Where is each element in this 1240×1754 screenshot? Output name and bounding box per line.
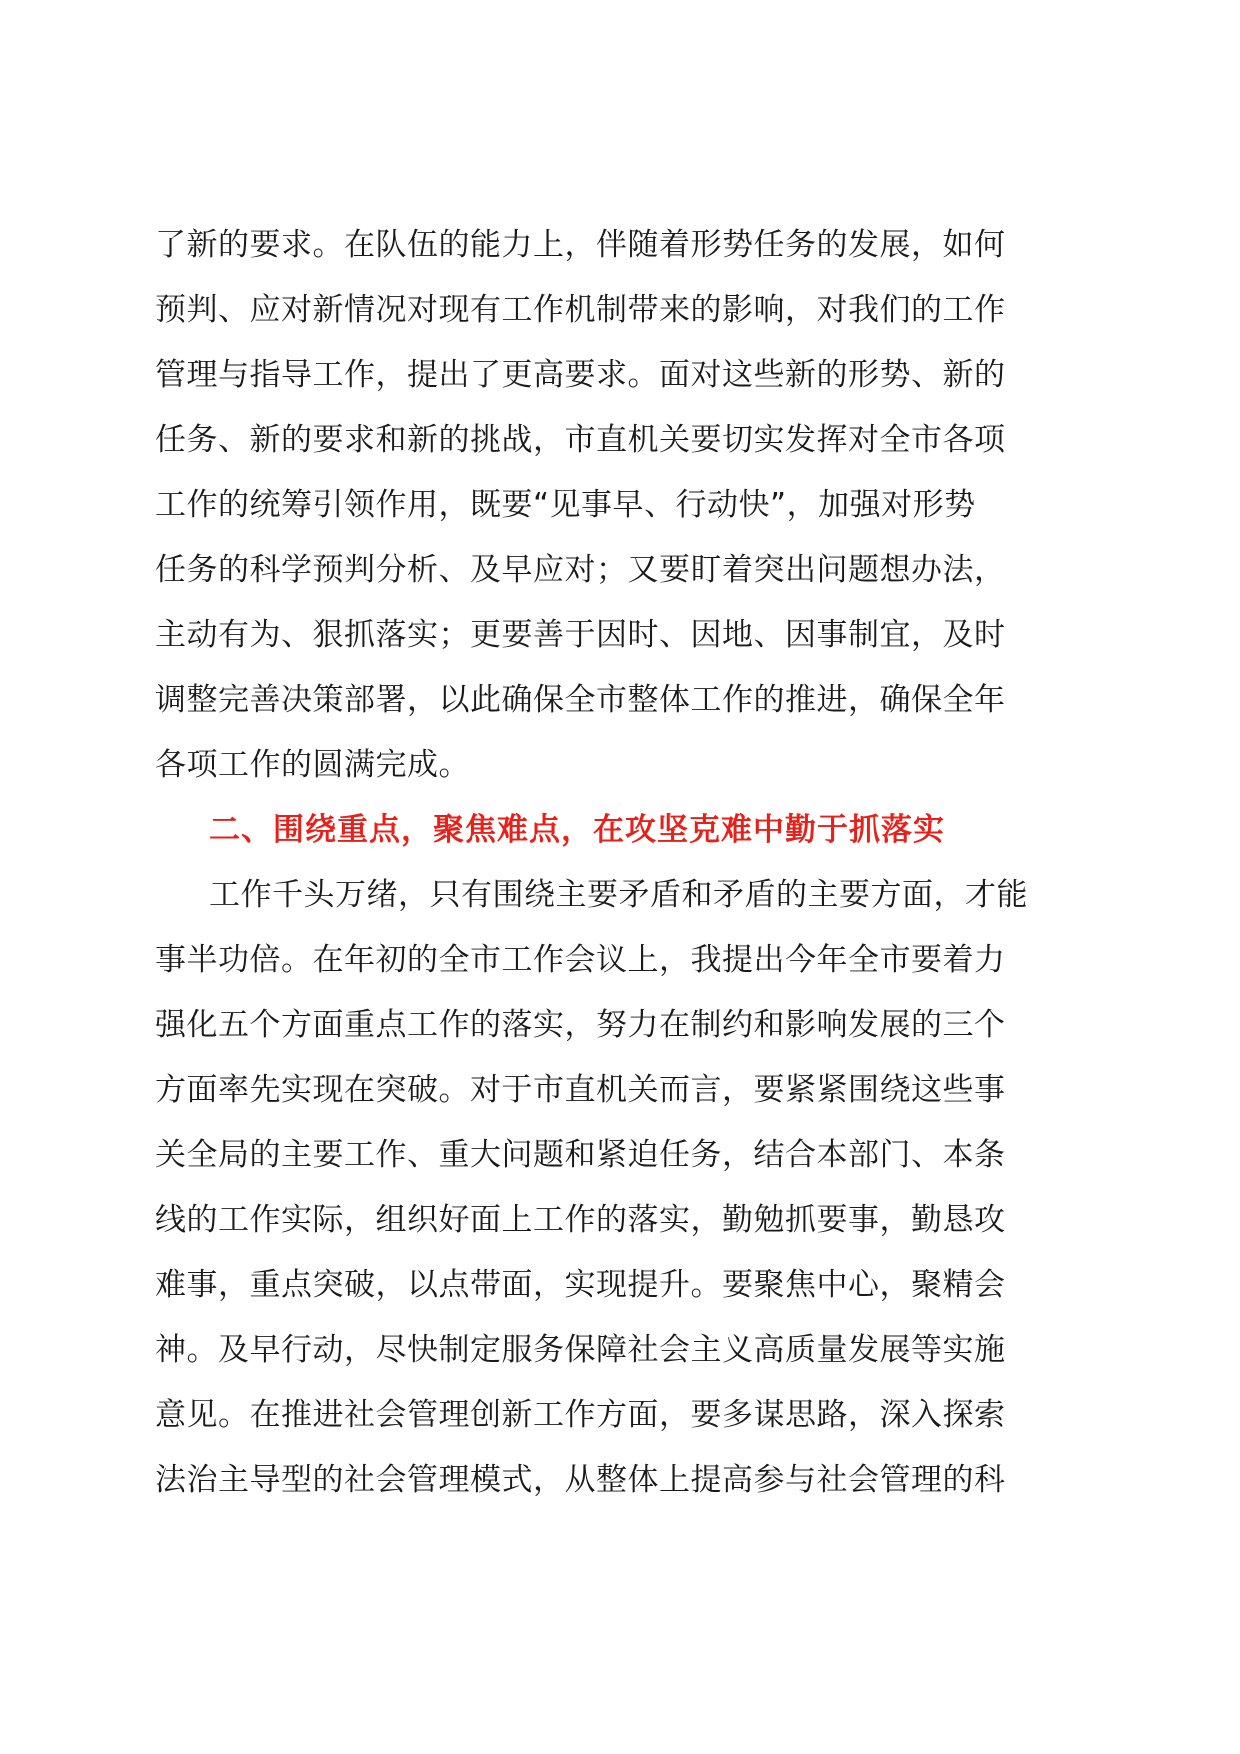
- paragraph-line: 法治主导型的社会管理模式，从整体上提高参与社会管理的科: [155, 1462, 1006, 1498]
- paragraph-line: 方面率先实现在突破。对于市直机关而言，要紧紧围绕这些事: [155, 1072, 1006, 1108]
- paragraph-line: 任务、新的要求和新的挑战，市直机关要切实发挥对全市各项: [155, 422, 1006, 458]
- paragraph-line: 工作千头万绪，只有围绕主要矛盾和矛盾的主要方面，才能: [209, 877, 1028, 913]
- paragraph-line: 工作的统筹引领作用，既要“见事早、行动快”，加强对形势: [155, 487, 976, 523]
- paragraph-line: 线的工作实际，组织好面上工作的落实，勤勉抓要事，勤恳攻: [155, 1202, 1006, 1238]
- paragraph-line: 调整完善决策部署，以此确保全市整体工作的推进，确保全年: [155, 682, 1006, 718]
- section-heading-block: [155, 798, 1085, 863]
- paragraph-line: 关全局的主要工作、重大问题和紧迫任务，结合本部门、本条: [155, 1137, 1006, 1173]
- paragraph-continued: [155, 213, 1085, 798]
- paragraph-line: 神。及早行动，尽快制定服务保障社会主义高质量发展等实施: [155, 1332, 1006, 1368]
- section-heading: 二、围绕重点，聚焦难点，在攻坚克难中勤于抓落实: [209, 812, 945, 848]
- paragraph-line: 各项工作的圆满完成。: [155, 747, 470, 783]
- paragraph-line: 强化五个方面重点工作的落实，努力在制约和影响发展的三个: [155, 1007, 1006, 1043]
- paragraph-line: 意见。在推进社会管理创新工作方面，要多谋思路，深入探索: [155, 1397, 1006, 1433]
- paragraph-line: 主动有为、狠抓落实；更要善于因时、因地、因事制宜，及时: [155, 617, 1006, 653]
- paragraph-line: 了新的要求。在队伍的能力上，伴随着形势任务的发展，如何: [155, 227, 1006, 263]
- paragraph-line: 难事，重点突破，以点带面，实现提升。要聚焦中心，聚精会: [155, 1267, 1006, 1303]
- paragraph-line: 事半功倍。在年初的全市工作会议上，我提出今年全市要着力: [155, 942, 1006, 978]
- paragraph-line: 任务的科学预判分析、及早应对；又要盯着突出问题想办法，: [155, 552, 1006, 588]
- paragraph-section-two: [155, 863, 1085, 1513]
- paragraph-line: 管理与指导工作，提出了更高要求。面对这些新的形势、新的: [155, 357, 1006, 393]
- paragraph-line: 预判、应对新情况对现有工作机制带来的影响，对我们的工作: [155, 292, 1006, 328]
